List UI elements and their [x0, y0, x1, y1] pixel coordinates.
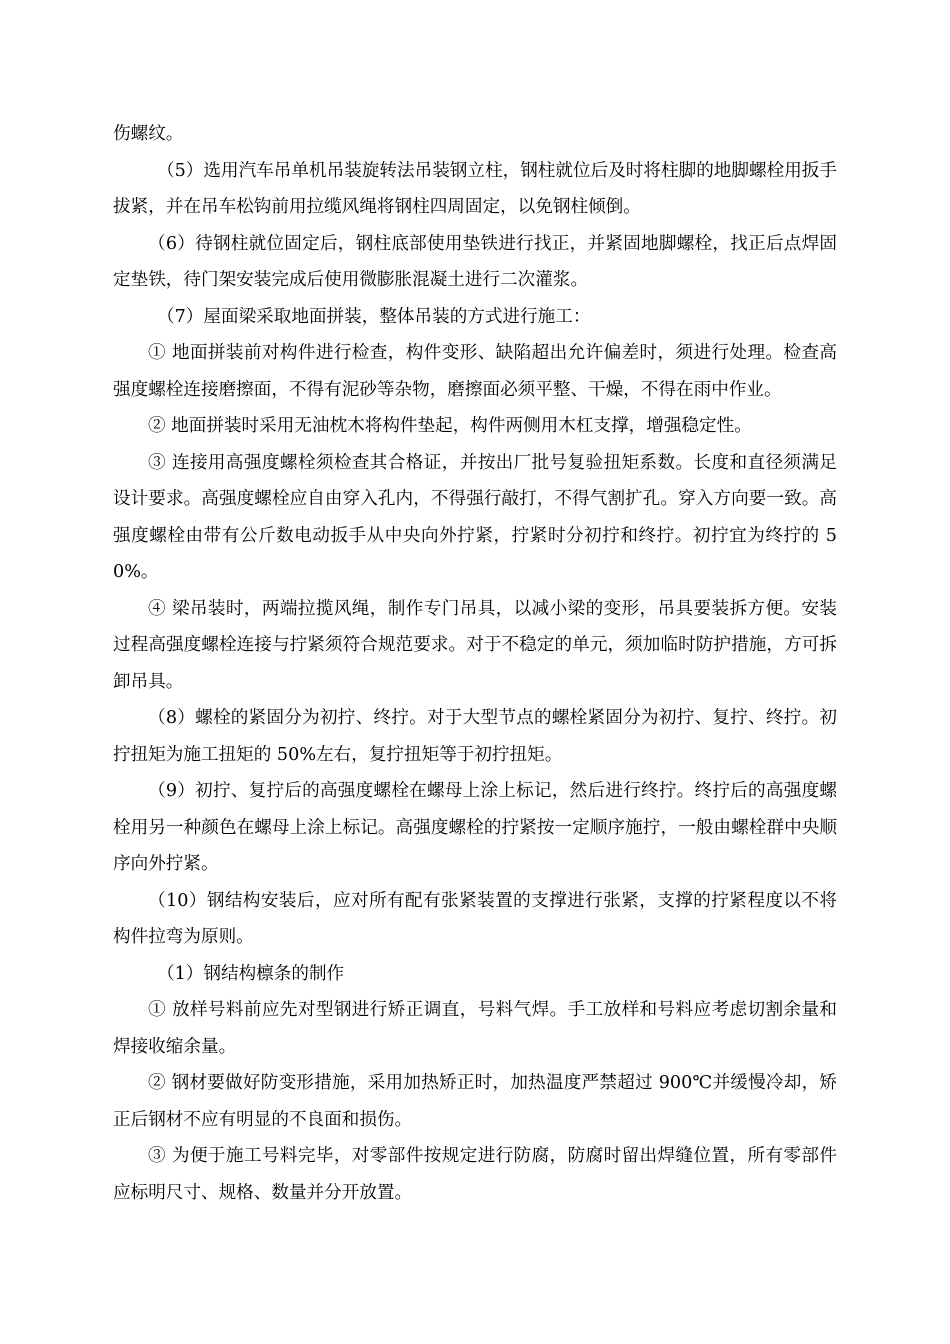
paragraph-step-6: （6）待钢柱就位固定后，钢柱底部使用垫铁进行找正，并紧固地脚螺栓，找正后点焊固定垫铁，待门架安装完成后使用微膨胀混凝土进行二次灌浆。: [113, 233, 837, 290]
paragraph-step-5: （5）选用汽车吊单机吊装旋转法吊装钢立柱，钢柱就位后及时将柱脚的地脚螺栓用扳手拔紧，并在吊车松钩前用拉缆风绳将钢柱四周固定，以免钢柱倾倒。: [113, 160, 837, 217]
paragraph-purlin-item-1: ① 放样号料前应先对型钢进行矫正调直，号料气焊。手工放样和号料应考虑切割余量和焊接收缩余量。: [113, 1000, 837, 1057]
paragraph-step-8: （8）螺栓的紧固分为初拧、终拧。对于大型节点的螺栓紧固分为初拧、复拧、终拧。初拧扭矩为施工扭矩的 50%左右，复拧扭矩等于初拧扭矩。: [113, 708, 837, 765]
paragraph-item-4: ④ 梁吊装时，两端拉揽风绳，制作专门吊具，以减小梁的变形，吊具要装拆方便。安装过程高强度螺栓连接与拧紧须符合规范要求。对于不稳定的单元，须加临时防护措施，方可拆卸吊具。: [113, 598, 837, 692]
paragraph-item-1: ① 地面拼装前对构件进行检查，构件变形、缺陷超出允许偏差时，须进行处理。检查高强度螺栓连接磨擦面，不得有泥砂等杂物，磨擦面必须平整、干燥，不得在雨中作业。: [113, 343, 837, 400]
paragraph-item-2: ② 地面拼装时采用无油枕木将构件垫起，构件两侧用木杠支撑，增强稳定性。: [148, 416, 752, 436]
paragraph-step-9: （9）初拧、复拧后的高强度螺栓在螺母上涂上标记，然后进行终拧。终拧后的高强度螺栓用另一种颜色在螺母上涂上标记。高强度螺栓的拧紧按一定顺序施拧，一般由螺栓群中央顺序向外拧紧。: [113, 781, 837, 874]
paragraph-purlin-item-3: ③ 为便于施工号料完毕，对零部件按规定进行防腐，防腐时留出焊缝位置，所有零部件应标明尺寸、规格、数量并分开放置。: [113, 1146, 837, 1203]
paragraph-purlin-item-2: ② 钢材要做好防变形措施，采用加热矫正时，加热温度严禁超过 900℃并缓慢冷却，矫正后钢材不应有明显的不良面和损伤。: [113, 1073, 837, 1130]
paragraph-continuation: 伤螺纹。: [113, 124, 184, 144]
paragraph-item-3: ③ 连接用高强度螺栓须检查其合格证，并按出厂批号复验扭矩系数。长度和直径须满足设计要求。高强度螺栓应自由穿入孔内，不得强行敲打，不得气割扩孔。穿入方向要一致。高强度螺栓由带有公斤数电动扳手从中央向外拧紧，拧紧时分初拧和终拧。初拧宜为终拧的 50%。: [113, 452, 837, 582]
paragraph-step-10: （10）钢结构安装后，应对所有配有张紧装置的支撑进行张紧，支撑的拧紧程度以不将构件拉弯为原则。: [113, 890, 837, 947]
section-heading-purlin: （1）钢结构檩条的制作: [157, 963, 345, 984]
document-body: [113, 116, 837, 1211]
paragraph-step-7: （7）屋面梁采取地面拼装，整体吊装的方式进行施工：: [157, 306, 591, 327]
